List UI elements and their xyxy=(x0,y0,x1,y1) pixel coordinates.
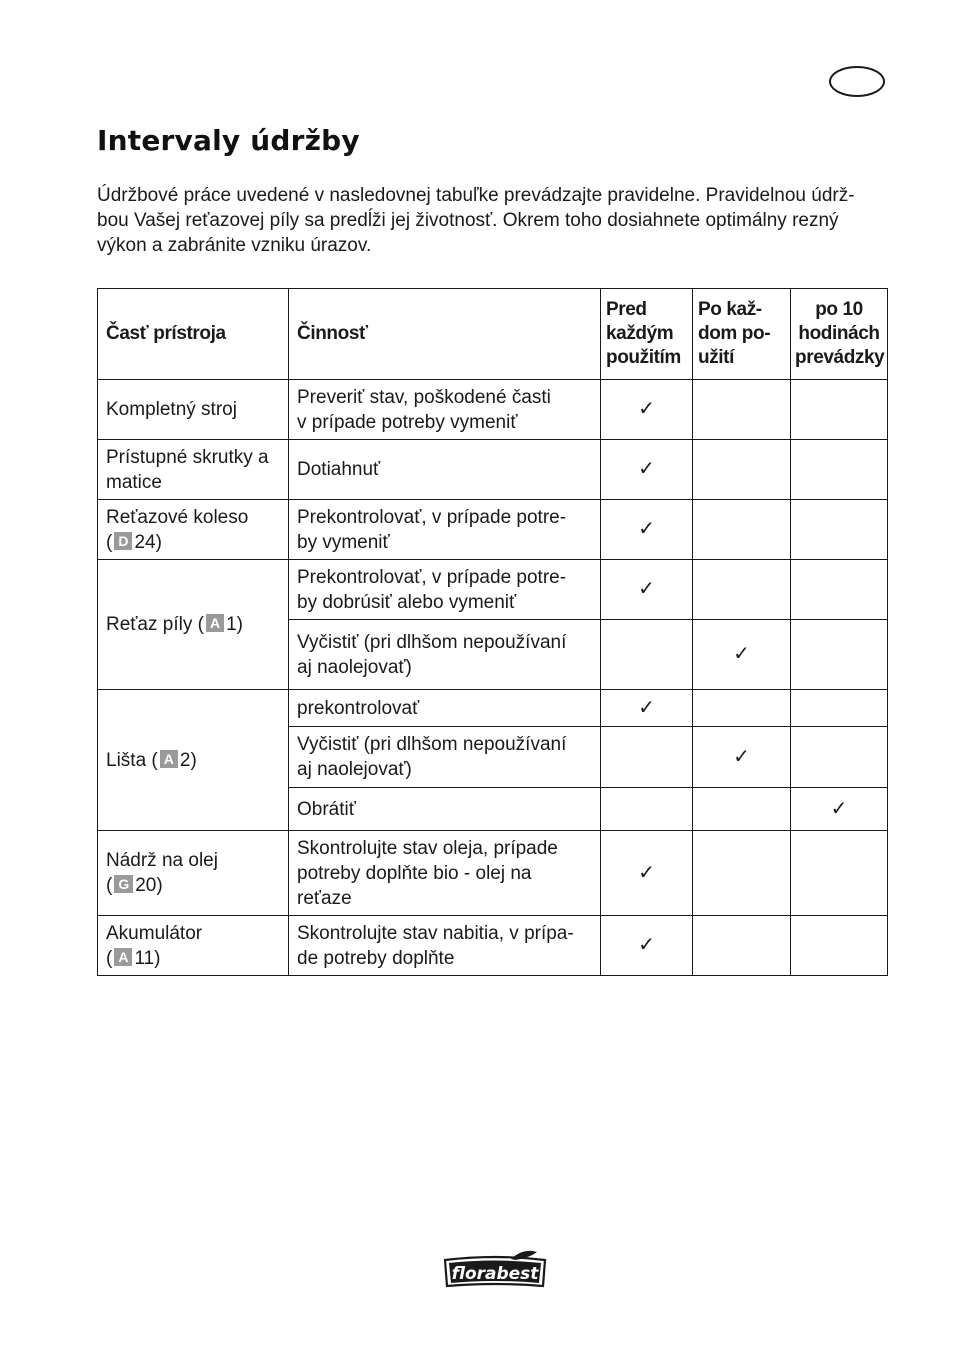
check-mark-icon: ✓ xyxy=(601,440,693,500)
cell-activity: Preveriť stav, poškodené časti v prípade potreby vymeniť xyxy=(289,380,601,440)
table-row xyxy=(98,380,888,440)
check-mark-icon: ✓ xyxy=(601,500,693,560)
cell-empty xyxy=(791,727,888,788)
cell-activity: prekontrolovať xyxy=(289,690,601,727)
cell-empty xyxy=(791,500,888,560)
page-title: Intervaly údržby xyxy=(97,124,360,157)
header-after-10-hours: po 10 hodinách prevádzky xyxy=(791,289,888,380)
check-mark-icon: ✓ xyxy=(601,916,693,976)
cell-empty xyxy=(601,620,693,690)
header-after-each-use: Po kaž- dom po- užití xyxy=(693,289,791,380)
cell-empty xyxy=(791,831,888,916)
cell-activity: Vyčistiť (pri dlhšom nepoužívaní aj naolejovať) xyxy=(289,620,601,690)
cell-empty xyxy=(693,440,791,500)
florabest-logo xyxy=(439,1250,551,1290)
check-mark-icon: ✓ xyxy=(693,727,791,788)
table-row xyxy=(98,916,888,976)
check-mark-icon: ✓ xyxy=(601,560,693,620)
table-header-row xyxy=(98,289,888,380)
cell-empty xyxy=(791,560,888,620)
cell-activity: Prekontrolovať, v prípade potre- by dobrúsiť alebo vymeniť xyxy=(289,560,601,620)
cell-activity: Skontrolujte stav nabitia, v prípa- de potreby doplňte xyxy=(289,916,601,976)
cell-empty xyxy=(693,916,791,976)
cell-empty xyxy=(693,500,791,560)
header-part: Časť prístroja xyxy=(98,289,289,380)
intro-line: výkon a zabránite vzniku úrazov. xyxy=(97,235,372,256)
check-mark-icon: ✓ xyxy=(693,620,791,690)
figure-ref-badge: A xyxy=(114,948,132,966)
cell-empty xyxy=(791,440,888,500)
table-row xyxy=(98,440,888,500)
table-row xyxy=(98,690,888,727)
cell-part: Akumulátor ( A 11) xyxy=(98,916,289,976)
cell-empty xyxy=(693,690,791,727)
cell-empty xyxy=(791,690,888,727)
cell-empty xyxy=(601,727,693,788)
check-mark-icon: ✓ xyxy=(791,788,888,831)
cell-part: Lišta ( A 2) xyxy=(98,690,289,831)
intro-line: Údržbové práce uvedené v nasledovnej tabuľke prevádzajte pravidelne. Pravidelnou údrž- xyxy=(97,185,855,206)
intro-paragraph xyxy=(97,183,877,258)
header-before-each-use: Pred každým použitím xyxy=(601,289,693,380)
cell-part: Kompletný stroj xyxy=(98,380,289,440)
cell-empty xyxy=(693,831,791,916)
cell-activity: Obrátiť xyxy=(289,788,601,831)
cell-part: Reťazové koleso ( D 24) xyxy=(98,500,289,560)
figure-ref-badge: G xyxy=(114,875,133,893)
intro-line: bou Vašej reťazovej píly sa predĺži jej životnosť. Okrem toho dosiahnete optimálny rezný xyxy=(97,210,839,231)
cell-empty xyxy=(693,788,791,831)
cell-part: Nádrž na olej ( G 20) xyxy=(98,831,289,916)
language-badge xyxy=(829,66,885,97)
cell-activity: Dotiahnuť xyxy=(289,440,601,500)
cell-empty xyxy=(791,620,888,690)
cell-empty xyxy=(601,788,693,831)
check-mark-icon: ✓ xyxy=(601,380,693,440)
figure-ref-badge: D xyxy=(114,532,132,550)
logo-text: florabest xyxy=(451,1264,539,1284)
table-row xyxy=(98,500,888,560)
cell-activity: Prekontrolovať, v prípade potre- by vymeniť xyxy=(289,500,601,560)
check-mark-icon: ✓ xyxy=(601,690,693,727)
table-body xyxy=(98,380,888,976)
cell-part: Reťaz píly ( A 1) xyxy=(98,560,289,690)
check-mark-icon: ✓ xyxy=(601,831,693,916)
table-row xyxy=(98,831,888,916)
header-activity: Činnosť xyxy=(289,289,601,380)
cell-activity: Vyčistiť (pri dlhšom nepoužívaní aj naolejovať) xyxy=(289,727,601,788)
cell-empty xyxy=(791,380,888,440)
maintenance-table xyxy=(97,288,888,976)
cell-part: Prístupné skrutky a matice xyxy=(98,440,289,500)
figure-ref-badge: A xyxy=(160,750,178,768)
table-row xyxy=(98,560,888,620)
cell-empty xyxy=(791,916,888,976)
figure-ref-badge: A xyxy=(206,614,224,632)
cell-empty xyxy=(693,560,791,620)
cell-activity: Skontrolujte stav oleja, prípade potreby doplňte bio - olej na reťaze xyxy=(289,831,601,916)
cell-empty xyxy=(693,380,791,440)
